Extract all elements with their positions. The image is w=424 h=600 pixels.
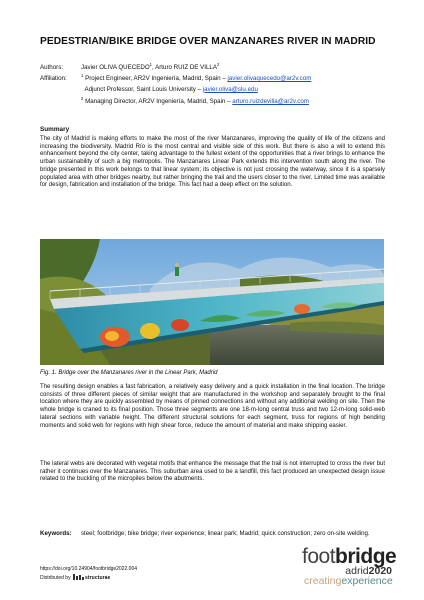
bridge-photo xyxy=(40,239,384,365)
keywords-text: steel; footbridge; bike bridge; river experience; linear park; Madrid; quick construction; zero on-site welding. xyxy=(81,530,370,537)
authors-line xyxy=(40,64,219,72)
email-link-2[interactable]: javier.oliva@slu.edu xyxy=(202,85,258,93)
summary-paragraph-2: The resulting design enables a fast fabrication, a relatively easy delivery and a quick installation in the final location. The bridge consists of three different pieces of similar weight that are manufactured in the workshop and separately brought to the final location where they are quickly assembled by means of pinned connections and without any additional welding on site. Then the whole bridge is craned to its final position. Those three segments are one 18-m-long central truss and two 12-m-long solid-web lateral sections with variable height. The different structural solutions for each segment, truss for regions of high bending moments and solid web for regions with high shear force, reduce the amount of material and make shipping easier. xyxy=(40,384,385,429)
distributed-by xyxy=(40,574,110,581)
email-link-1[interactable]: javier.olivaquecedo@ar2v.com xyxy=(227,75,312,82)
logo-year: 2020 xyxy=(368,565,392,577)
logo-adrid: adrid xyxy=(345,565,369,577)
affiliation-line-2 xyxy=(40,86,258,94)
affiliation-1-sup: 1 xyxy=(81,73,84,78)
author-separator: , xyxy=(152,64,156,71)
affiliation-3-sup: 2 xyxy=(81,95,84,101)
affiliation-line-1 xyxy=(40,75,311,83)
summary-paragraph-3: The lateral webs are decorated with vegetal motifs that enhance the message that the trail is not interrupted to cross the river but rather it continues over the Manzanares. This suburban area used to be a landfill, this fact produced an unexpected design issue related to the buckling of the micropiles below the abutments. xyxy=(40,461,385,483)
author-2-sup: 2 xyxy=(217,62,220,67)
logo-creating: creating xyxy=(304,575,342,587)
authors-label: Authors: xyxy=(40,64,64,71)
keywords-label: Keywords: xyxy=(40,530,72,537)
logo-bridge: bridge xyxy=(335,545,397,568)
structurae-logo-icon xyxy=(73,574,84,580)
paper-title: PEDESTRIAN/BIKE BRIDGE OVER MANZANARES RIVER IN MADRID xyxy=(40,36,376,47)
logo-foot: foot xyxy=(302,545,336,568)
author-2: Arturo RUIZ DE VILLA xyxy=(155,64,218,71)
email-link-3[interactable]: arturo.ruizdevilla@ar2v.com xyxy=(232,97,309,105)
footbridge-logo xyxy=(302,545,397,587)
affiliation-line-3 xyxy=(40,95,309,106)
affiliation-label: Affiliation: xyxy=(40,75,67,82)
distributor-name: structurae xyxy=(84,575,111,581)
author-1: Javier OLIVA QUECEDO xyxy=(81,64,150,71)
summary-paragraph-1: The city of Madrid is making efforts to make the most of the river Manzanares, improving the quality of life of the citizens and increasing the biodiversity. Madrid Río is the most central and visible side of this work. But there is also a will to extend this enhancement beyond the city center, taking advantage to the fullest extent of the opportunities that a river brings to enhance the urban sustainability of such a big metropolis. The Manzanares Linear Park extends this intervention south along the river. The bridge presented in this work belongs to that linear system; its objective is not just crossing the waterway, since it is a sparsely populated area with other bridges nearby, but rather bringing the trail and the users closer to the river. Limited time was available for design, fabrication and installation of the bridge. This fact had a deep effect on the solution. xyxy=(40,136,385,189)
affiliation-2-text: Adjunct Professor, Saint Louis University – xyxy=(84,85,203,93)
figure-caption: Fig. 1. Bridge over the Manzanares river in the Linear Park, Madrid xyxy=(40,370,218,376)
distributed-by-label: Distributed by xyxy=(40,575,71,581)
affiliation-3-text: Managing Director, AR2V Ingeniería, Madrid, Spain – xyxy=(83,97,233,105)
author-1-sup: 1 xyxy=(149,62,152,67)
summary-heading: Summary xyxy=(40,126,70,133)
logo-experience: experience xyxy=(341,575,393,587)
doi-link[interactable]: https://doi.org/10.24904/footbridge2022.004 xyxy=(40,566,138,572)
affiliation-1-text: Project Engineer, AR2V Ingeniería, Madrid, Spain – xyxy=(83,75,228,82)
